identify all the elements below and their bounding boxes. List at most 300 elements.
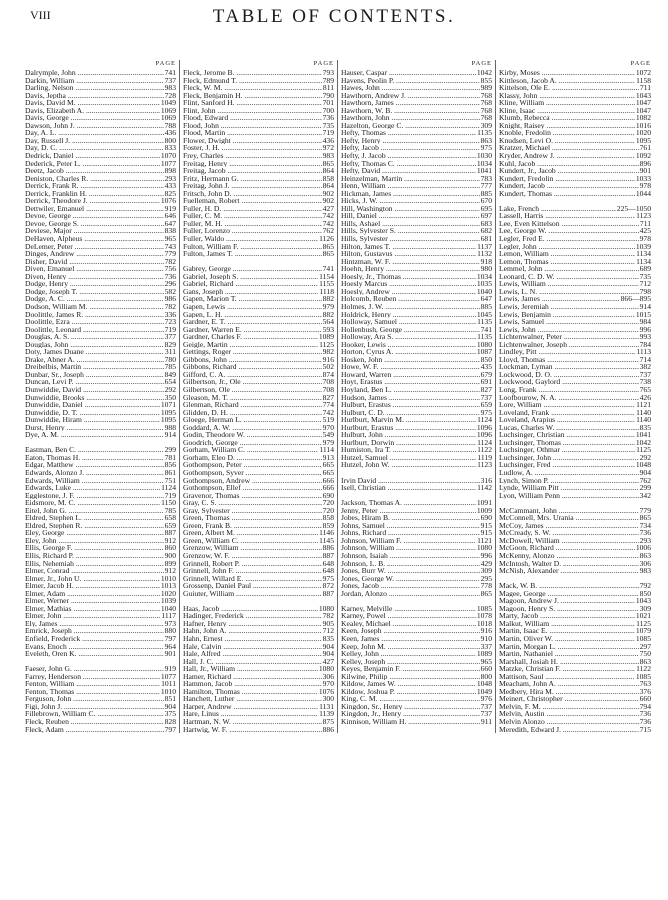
index-entry — [25, 680, 176, 688]
entry-page: 918 — [480, 257, 492, 266]
index-entry — [341, 160, 492, 168]
entry-name: Lewis, Samuel ..... — [499, 318, 639, 326]
entry-page: 861 — [164, 468, 176, 477]
index-entry — [499, 612, 651, 620]
entry-page: 658 — [164, 514, 176, 522]
entry-page: 866—895 — [620, 295, 651, 303]
entry-page: 736 — [164, 272, 176, 281]
index-entry — [25, 348, 176, 356]
index-entry — [341, 454, 492, 462]
entry-page: 723 — [164, 318, 176, 326]
entry-name: Geigle, Martin ..... — [183, 341, 318, 349]
entry-name: Diven, Henry ..... — [25, 273, 164, 281]
entry-name: Deniston, Charles R. ..... — [25, 175, 164, 183]
entry-name: Hills, Sylvester S. ..... — [341, 227, 480, 235]
entry-name: Long, Frank ..... — [499, 386, 639, 394]
entry-name: Matzke, Christian F. ..... — [499, 665, 635, 673]
index-entry — [499, 439, 651, 447]
entry-page: 1040 — [476, 287, 492, 296]
entry-page: 768 — [480, 114, 492, 122]
entry-page: 309 — [639, 604, 651, 613]
entry-name: Gifford, C. A. ..... — [183, 371, 322, 379]
index-entry — [341, 220, 492, 228]
index-entry — [499, 318, 651, 326]
entry-name: Hahn, Ernest ..... — [183, 635, 322, 643]
index-entry — [183, 175, 334, 183]
entry-page: 1095 — [160, 408, 176, 417]
entry-page: 904 — [164, 702, 176, 711]
entry-page: 741 — [480, 325, 492, 334]
index-entry — [341, 477, 492, 485]
entry-page: 736 — [639, 529, 651, 537]
index-entry — [183, 424, 334, 432]
entry-page: 904 — [322, 650, 334, 658]
index-entry — [341, 273, 492, 281]
entry-name: Lewis, William ..... — [499, 280, 639, 288]
index-entry — [25, 643, 176, 651]
entry-page: 860 — [164, 544, 176, 552]
entry-page: 785 — [164, 363, 176, 371]
entry-name: Meacham, John A. ..... — [499, 680, 639, 688]
entry-name: Jackson, Thomas A. ..... — [341, 499, 476, 507]
entry-page: 910 — [480, 635, 492, 643]
entry-name: Klassy, John ..... — [499, 92, 635, 100]
index-entry — [499, 673, 651, 681]
entry-page: 295 — [480, 574, 492, 583]
index-entry — [25, 492, 176, 500]
entry-page: 1010 — [160, 574, 176, 583]
entry-name: Kelley, Joseph ..... — [341, 658, 480, 666]
entry-name: Kuhl, Jacob ..... — [499, 160, 639, 168]
index-entry — [499, 311, 651, 319]
index-entry — [341, 205, 492, 213]
entry-page: 1020 — [635, 129, 651, 137]
entry-page: 1076 — [318, 687, 334, 696]
index-entry — [183, 394, 334, 402]
index-entry — [341, 643, 492, 651]
index-entry — [25, 333, 176, 341]
index-entry — [499, 401, 651, 409]
index-entry — [183, 137, 334, 145]
page-folio: VIII — [30, 8, 51, 22]
entry-page: 1076 — [160, 197, 176, 205]
entry-name: Kundert, Jacob ..... — [499, 182, 639, 190]
entry-page: 695 — [480, 204, 492, 213]
index-entry — [499, 326, 651, 334]
entry-name: Johnson, Isaiah ..... — [341, 552, 480, 560]
index-entry — [341, 167, 492, 175]
entry-name: Karney, Powel ..... — [341, 612, 476, 620]
index-entry — [25, 560, 176, 568]
entry-name: Goodrich, George ..... — [183, 439, 322, 447]
entry-name: Fleck, Edmund T. ..... — [183, 77, 322, 85]
entry-name: Eitel, John G. ..... — [25, 507, 164, 515]
entry-name: Guiuter, William ..... — [183, 590, 322, 598]
entry-page: 737 — [480, 702, 492, 711]
index-entry — [499, 356, 651, 364]
entry-page: 293 — [639, 536, 651, 545]
entry-name: Disher, David ..... — [25, 258, 164, 266]
index-entry — [25, 84, 176, 92]
index-column-1 — [22, 60, 180, 733]
index-entry — [499, 643, 651, 651]
index-entry — [341, 341, 492, 349]
index-entry — [341, 658, 492, 666]
entry-name: Flood, John ..... — [183, 122, 322, 130]
entry-name: Flint, Sanford H. ..... — [183, 99, 322, 107]
entry-name: Flood, Martin ..... — [183, 129, 322, 137]
entry-name: Melvin, F. M. ..... — [499, 703, 639, 711]
entry-name: Kundert, Thomas ..... — [499, 190, 635, 198]
entry-page: 912 — [164, 567, 176, 575]
entry-page: 762 — [639, 476, 651, 485]
entry-page: 665 — [322, 468, 334, 477]
entry-page: 1124 — [477, 438, 492, 447]
entry-page: 1118 — [319, 287, 334, 296]
entry-name: Melvin Alonzo ..... — [499, 718, 639, 726]
entry-page: 734 — [639, 521, 651, 530]
entry-page: 1043 — [635, 597, 651, 605]
entry-page: 915 — [480, 521, 492, 530]
entry-page: 1087 — [476, 348, 492, 356]
entry-name: Hefty, J. Jacob ..... — [341, 152, 476, 160]
entry-page: 1117 — [161, 612, 176, 620]
entry-page: 1123 — [636, 212, 651, 220]
index-entry — [183, 439, 334, 447]
entry-name: Lockwood, Gaylord ..... — [499, 378, 639, 386]
index-entry — [25, 703, 176, 711]
entry-page: 1045 — [476, 310, 492, 319]
entry-page: 1021 — [635, 612, 651, 620]
section-gap — [499, 575, 651, 583]
entry-page: 789 — [322, 76, 334, 85]
entry-page: 660 — [480, 665, 492, 673]
entry-page: 865 — [480, 589, 492, 598]
entry-name: Doolittle, Ezra ..... — [25, 318, 164, 326]
index-entry — [341, 318, 492, 326]
index-entry — [183, 409, 334, 417]
entry-page: 1113 — [636, 348, 651, 356]
entry-page: 337 — [480, 642, 492, 651]
index-entry — [183, 129, 334, 137]
entry-name: Grinnell, Robert P. ..... — [183, 560, 322, 568]
entry-page: 916 — [322, 355, 334, 364]
index-entry — [25, 726, 176, 734]
entry-name: Day, Russell J. ..... — [25, 137, 164, 145]
index-entry — [25, 635, 176, 643]
entry-page: 679 — [480, 370, 492, 379]
entry-page: 863 — [480, 136, 492, 145]
index-entry — [25, 386, 176, 394]
entry-name: Gray, Sylvester ..... — [183, 507, 322, 515]
index-entry — [341, 446, 492, 454]
entry-name: Kundert, Jr., Jacob ..... — [499, 167, 639, 175]
entry-page: 309 — [480, 567, 492, 575]
entry-name: Ferguson, John ..... — [25, 695, 164, 703]
entry-name: Fuller, C. M. ..... — [183, 212, 322, 220]
entry-name: Haas, Jacob ..... — [183, 605, 318, 613]
entry-name: Kildow, James W. ..... — [341, 680, 476, 688]
entry-page: 1018 — [476, 619, 492, 628]
entry-name: McNish, Alexander ..... — [499, 567, 639, 575]
index-entry — [341, 378, 492, 386]
index-entry — [341, 129, 492, 137]
entry-name: Isell, Christian ..... — [341, 484, 476, 492]
entry-name: Fleck, W. M. ..... — [183, 84, 322, 92]
index-entry — [25, 378, 176, 386]
index-entry — [25, 160, 176, 168]
index-entry — [183, 627, 334, 635]
index-entry — [25, 137, 176, 145]
entry-name: Marshall, Josiah H. ..... — [499, 658, 639, 666]
entry-page: 896 — [639, 159, 651, 168]
entry-page: 708 — [322, 378, 334, 386]
entry-name: Martin, Isaac E. ..... — [499, 627, 635, 635]
entry-page: 564 — [322, 318, 334, 326]
entry-name: Dedrick, Daniel ..... — [25, 152, 160, 160]
entry-name: Fenton, Thomas ..... — [25, 688, 160, 696]
entry-name: Fulton, James T. ..... — [183, 250, 322, 258]
entry-page: 1123 — [477, 461, 492, 469]
index-entry — [183, 378, 334, 386]
index-entry — [183, 416, 334, 424]
index-entry — [341, 371, 492, 379]
index-entry — [183, 311, 334, 319]
index-entry — [183, 529, 334, 537]
entry-page: 701 — [322, 99, 334, 107]
entry-name: Frey, Charles ..... — [183, 152, 322, 160]
index-entry — [25, 454, 176, 462]
entry-page: 1080 — [318, 604, 334, 613]
page-column-label: PAGE — [155, 60, 176, 67]
entry-page: 1096 — [476, 431, 492, 439]
entry-name: Derrick, Franklin H. ..... — [25, 190, 164, 198]
entry-page: 1042 — [635, 438, 651, 447]
index-entry — [499, 303, 651, 311]
entry-name: Gothompson, Peter ..... — [183, 461, 322, 469]
entry-name: Legler, John ..... — [499, 243, 635, 251]
index-entry — [341, 280, 492, 288]
entry-name: Magoon, Henry S. ..... — [499, 605, 639, 613]
entry-page: 433 — [164, 182, 176, 190]
entry-name: Gleason, M. T. ..... — [183, 394, 322, 402]
index-entry — [25, 409, 176, 417]
index-entry — [499, 175, 651, 183]
index-entry — [499, 529, 651, 537]
entry-page: 1124 — [477, 416, 492, 424]
entry-page: 306 — [639, 559, 651, 568]
entry-name: Holdrick, Henry ..... — [341, 311, 476, 319]
index-entry — [183, 635, 334, 643]
index-entry — [25, 612, 176, 620]
entry-page: 429 — [480, 559, 492, 568]
entry-name: Luchsinger, Christian ..... — [499, 431, 635, 439]
section-gap — [341, 597, 492, 605]
entry-page: 549 — [322, 431, 334, 439]
index-entry — [183, 160, 334, 168]
index-entry — [341, 363, 492, 371]
entry-name: Hefty, Thomas C. ..... — [341, 160, 476, 168]
entry-name: Lemon, William ..... — [499, 250, 635, 258]
index-entry — [183, 84, 334, 92]
index-entry — [183, 469, 334, 477]
index-entry — [183, 537, 334, 545]
index-entry — [499, 144, 651, 152]
entry-name: Martin, Nathaniel ..... — [499, 650, 639, 658]
entry-name: Malkut, William ..... — [499, 620, 635, 628]
index-entry — [499, 341, 651, 349]
entry-name: Davis, Jeptha ..... — [25, 92, 164, 100]
index-entry — [25, 182, 176, 190]
entry-name: Gloege, Herman L. ..... — [183, 416, 322, 424]
index-entry — [25, 567, 176, 575]
entry-name: Lore, William ..... — [499, 401, 635, 409]
entry-name: Havens, Peolin P. ..... — [341, 77, 480, 85]
entry-name: Devoe, George S. ..... — [25, 220, 164, 228]
entry-name: Glenman, Richard ..... — [183, 401, 322, 409]
entry-page: 1082 — [635, 114, 651, 122]
index-entry — [183, 167, 334, 175]
index-entry — [341, 250, 492, 258]
entry-page: 375 — [164, 710, 176, 719]
index-entry — [25, 394, 176, 402]
entry-name: Dodson, William M. ..... — [25, 303, 164, 311]
entry-page: 1135 — [477, 318, 492, 326]
index-entry — [183, 499, 334, 507]
entry-name: Foster, J. H. ..... — [183, 144, 322, 152]
entry-page: 350 — [164, 393, 176, 402]
index-entry — [499, 582, 651, 590]
index-entry — [341, 439, 492, 447]
entry-page: 982 — [322, 348, 334, 356]
entry-name: Eley, John ..... — [25, 537, 164, 545]
index-entry — [25, 620, 176, 628]
index-entry — [183, 227, 334, 235]
entry-page: 835 — [639, 423, 651, 432]
entry-page: 1077 — [160, 159, 176, 168]
entry-name: Hills, Ashael ..... — [341, 220, 480, 228]
index-entry — [341, 144, 492, 152]
entry-page: 1033 — [635, 174, 651, 183]
entry-name: Lewis, L. N. ..... — [499, 288, 639, 296]
entry-page: 293 — [164, 174, 176, 183]
index-entry — [499, 635, 651, 643]
entry-page: 850 — [480, 355, 492, 364]
entry-page: 1119 — [477, 453, 492, 462]
index-entry — [25, 371, 176, 379]
index-entry — [25, 582, 176, 590]
entry-page: 902 — [322, 189, 334, 198]
index-entry — [499, 99, 651, 107]
entry-name: Gibbons, John ..... — [183, 356, 322, 364]
index-entry — [341, 333, 492, 341]
entry-name: Fuelleman, Robert ..... — [183, 197, 322, 205]
index-entry — [499, 680, 651, 688]
page-column-label: PAGE — [630, 60, 651, 67]
entry-name: Klumb, Rebecca ..... — [499, 114, 635, 122]
index-entry — [341, 680, 492, 688]
index-entry — [183, 673, 334, 681]
entry-name: Johns, Richard ..... — [341, 529, 480, 537]
entry-name: Lindley, Pitt ..... — [499, 348, 635, 356]
entry-name: Hare, Linus ..... — [183, 710, 318, 718]
entry-name: Knoble, Fredolin ..... — [499, 129, 635, 137]
index-entry — [183, 212, 334, 220]
index-entry — [341, 665, 492, 673]
index-entry — [183, 371, 334, 379]
entry-page: 779 — [164, 250, 176, 258]
index-entry — [183, 522, 334, 530]
entry-page: 426 — [639, 393, 651, 402]
entry-name: Douglas, A. S. ..... — [25, 333, 164, 341]
index-entry — [25, 446, 176, 454]
index-entry — [183, 560, 334, 568]
entry-name: Lewis, James ..... — [499, 295, 620, 303]
index-entry — [499, 552, 651, 560]
entry-page: 309 — [480, 121, 492, 130]
entry-page: 1069 — [160, 106, 176, 115]
section-gap — [499, 197, 651, 205]
entry-name: Freitag, Jacob ..... — [183, 167, 322, 175]
index-entry — [341, 424, 492, 432]
index-entry — [499, 394, 651, 402]
entry-name: Fillebrown, William C. ..... — [25, 710, 164, 718]
index-entry — [183, 333, 334, 341]
index-entry — [499, 461, 651, 469]
entry-page: 797 — [164, 725, 176, 734]
entry-page: 980 — [480, 265, 492, 273]
entry-name: Kittelson, Ole E. ..... — [499, 84, 639, 92]
entry-page: 904 — [639, 468, 651, 477]
entry-name: Keen, Joseph ..... — [341, 627, 480, 635]
entry-page: 1040 — [160, 604, 176, 613]
entry-name: Jones, George W. ..... — [341, 575, 480, 583]
index-entry — [499, 182, 651, 190]
entry-page: 1095 — [635, 136, 651, 145]
entry-name: Flood, Edward ..... — [183, 114, 322, 122]
entry-page: 838 — [164, 227, 176, 236]
entry-page: 919 — [164, 204, 176, 213]
index-entry — [499, 167, 651, 175]
entry-name: Green, Thomas ..... — [183, 514, 322, 522]
index-entry — [499, 348, 651, 356]
index-entry — [25, 144, 176, 152]
entry-name: Gibbons, Richard ..... — [183, 363, 322, 371]
entry-page: 1009 — [476, 506, 492, 515]
index-entry — [25, 537, 176, 545]
index-entry — [183, 122, 334, 130]
entry-name: Lewis, Benjamin ..... — [499, 311, 635, 319]
entry-page: 1154 — [319, 272, 334, 281]
index-entry — [183, 250, 334, 258]
entry-page: 316 — [480, 476, 492, 485]
index-entry — [183, 590, 334, 598]
entry-name: Lewis, John ..... — [499, 326, 639, 334]
entry-page: 708 — [322, 385, 334, 394]
index-entry — [499, 688, 651, 696]
entry-name: McConnell, Mrs. Urania ..... — [499, 514, 639, 522]
index-entry — [341, 710, 492, 718]
index-entry — [499, 507, 651, 515]
index-entry — [183, 318, 334, 326]
entry-page: 750 — [639, 650, 651, 658]
entry-page: 427 — [322, 204, 334, 213]
entry-page: 916 — [480, 627, 492, 636]
index-entry — [183, 605, 334, 613]
entry-page: 811 — [322, 84, 334, 92]
entry-name: Godin, Theodore W. ..... — [183, 431, 322, 439]
entry-page: 865 — [639, 514, 651, 522]
